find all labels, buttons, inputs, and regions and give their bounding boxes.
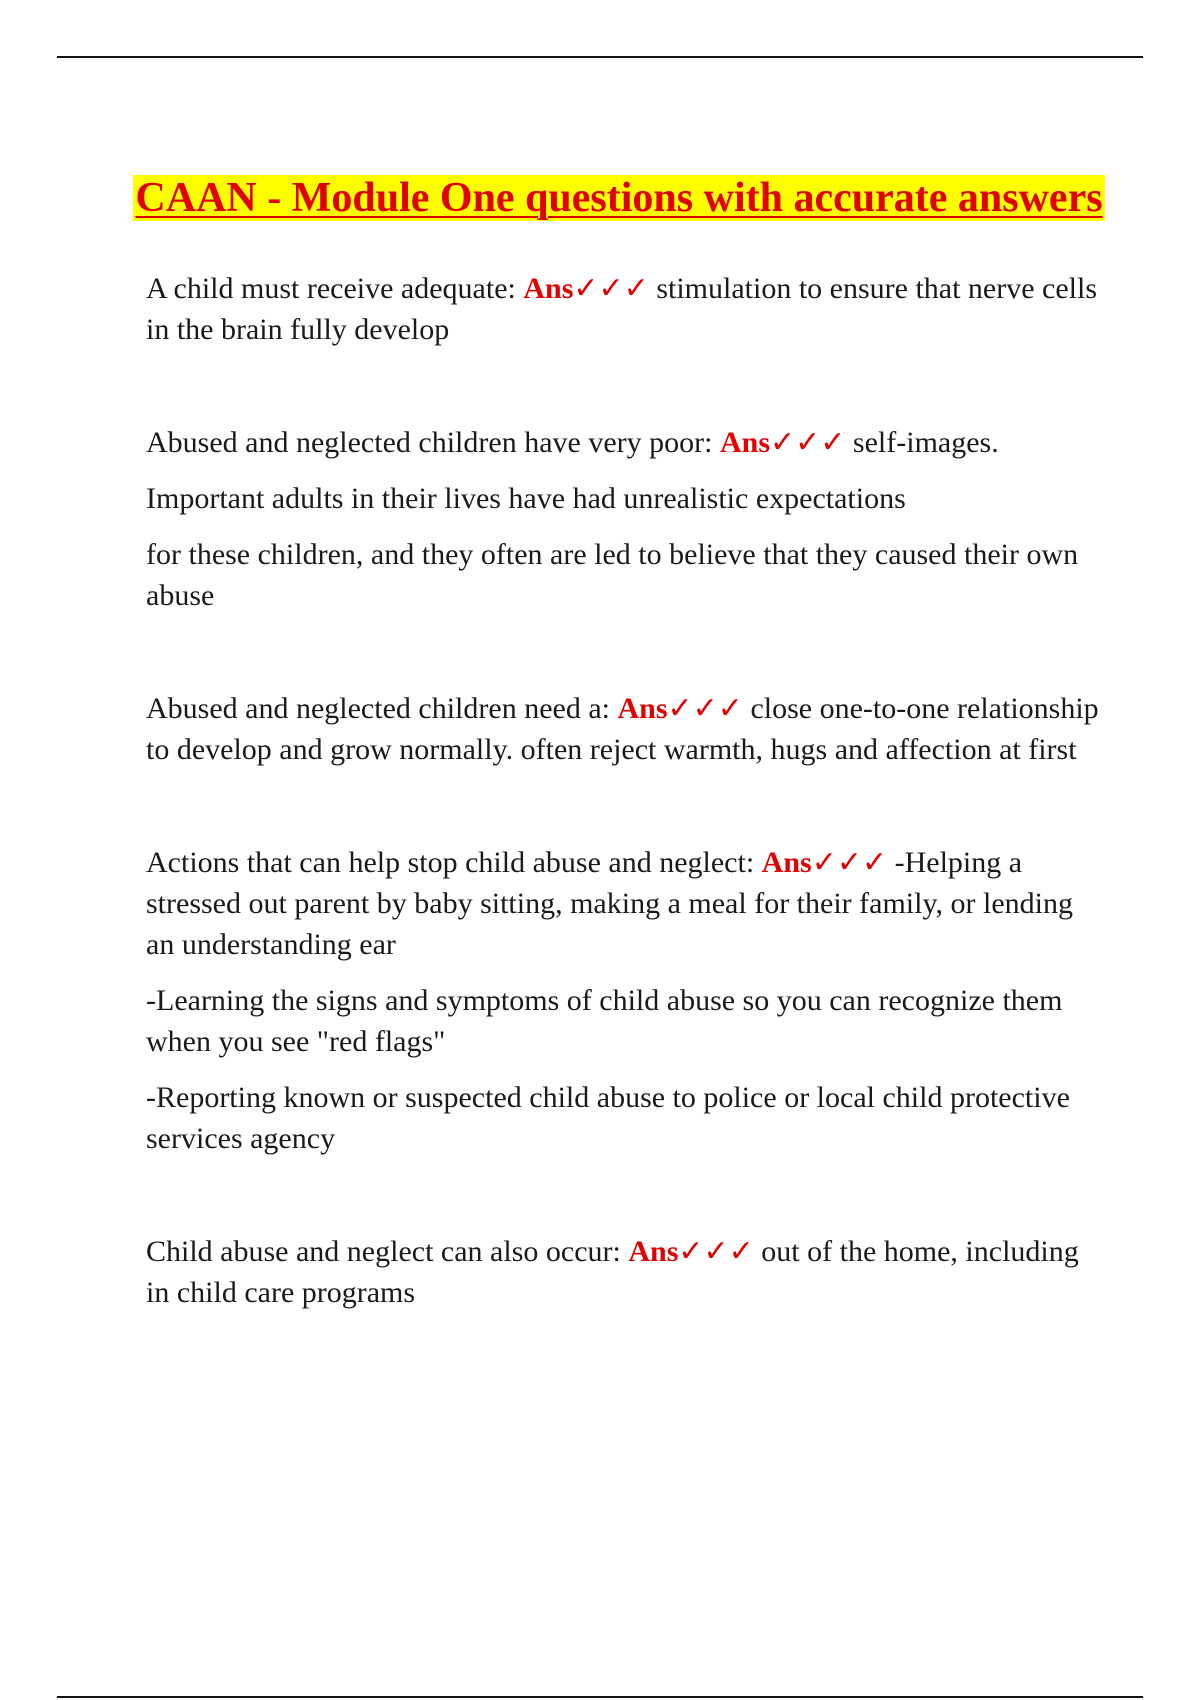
answer-marker: Ans✓✓✓ [523,272,649,305]
document-title-text: CAAN - Module One questions with accurate answers [135,175,1103,222]
qa-line [146,268,1106,350]
document-title [120,170,1118,226]
check-marks: ✓✓✓ [667,692,743,725]
question-text: Child abuse and neglect can also occur: [146,1235,621,1268]
qa-item [146,268,1106,350]
answer-text: close one-to-one relationship to develop and grow normally. often reject warmth, hugs and affection at first [146,692,1099,766]
question-text: Abused and neglected children have very poor: [146,426,713,459]
qa-line [146,842,1106,965]
answer-continuation: -Reporting known or suspected child abuse to police or local child protective services agency [146,1081,1070,1155]
answer-text: out of the home, including in child care programs [146,1235,1079,1309]
qa-line [146,1231,1106,1313]
bottom-rule [57,1696,1143,1698]
answer-continuation: for these children, and they often are led to believe that they caused their own abuse [146,538,1079,612]
qa-item [146,1231,1106,1313]
question-text: A child must receive adequate: [146,272,516,305]
question-text: Abused and neglected children need a: [146,692,610,725]
answer-continuation: Important adults in their lives have had unrealistic expectations [146,482,906,515]
qa-item [146,688,1106,770]
top-rule [57,56,1143,58]
qa-line [146,688,1106,770]
qa-list [146,268,1106,1313]
answer-marker: Ans✓✓✓ [617,692,743,725]
answer-marker: Ans✓✓✓ [719,426,846,459]
answer-text: stimulation to ensure that nerve cells in the brain fully develop [146,272,1098,346]
answer-continuation: -Learning the signs and symptoms of child abuse so you can recognize them when you see "red flags" [146,984,1063,1058]
answer-marker: Ans✓✓✓ [761,846,888,879]
answer-text: -Helping a stressed out parent by baby sitting, making a meal for their family, or lending an understanding ear [146,846,1073,961]
check-marks: ✓✓✓ [678,1235,754,1268]
check-marks: ✓✓✓ [811,846,888,879]
qa-item [146,842,1106,1159]
check-marks: ✓✓✓ [770,426,846,459]
check-marks: ✓✓✓ [573,272,649,305]
question-text: Actions that can help stop child abuse and neglect: [146,846,755,879]
answer-marker: Ans✓✓✓ [628,1235,754,1268]
qa-item [146,422,1106,616]
qa-line [146,422,1106,463]
answer-text: self-images. [852,426,999,459]
